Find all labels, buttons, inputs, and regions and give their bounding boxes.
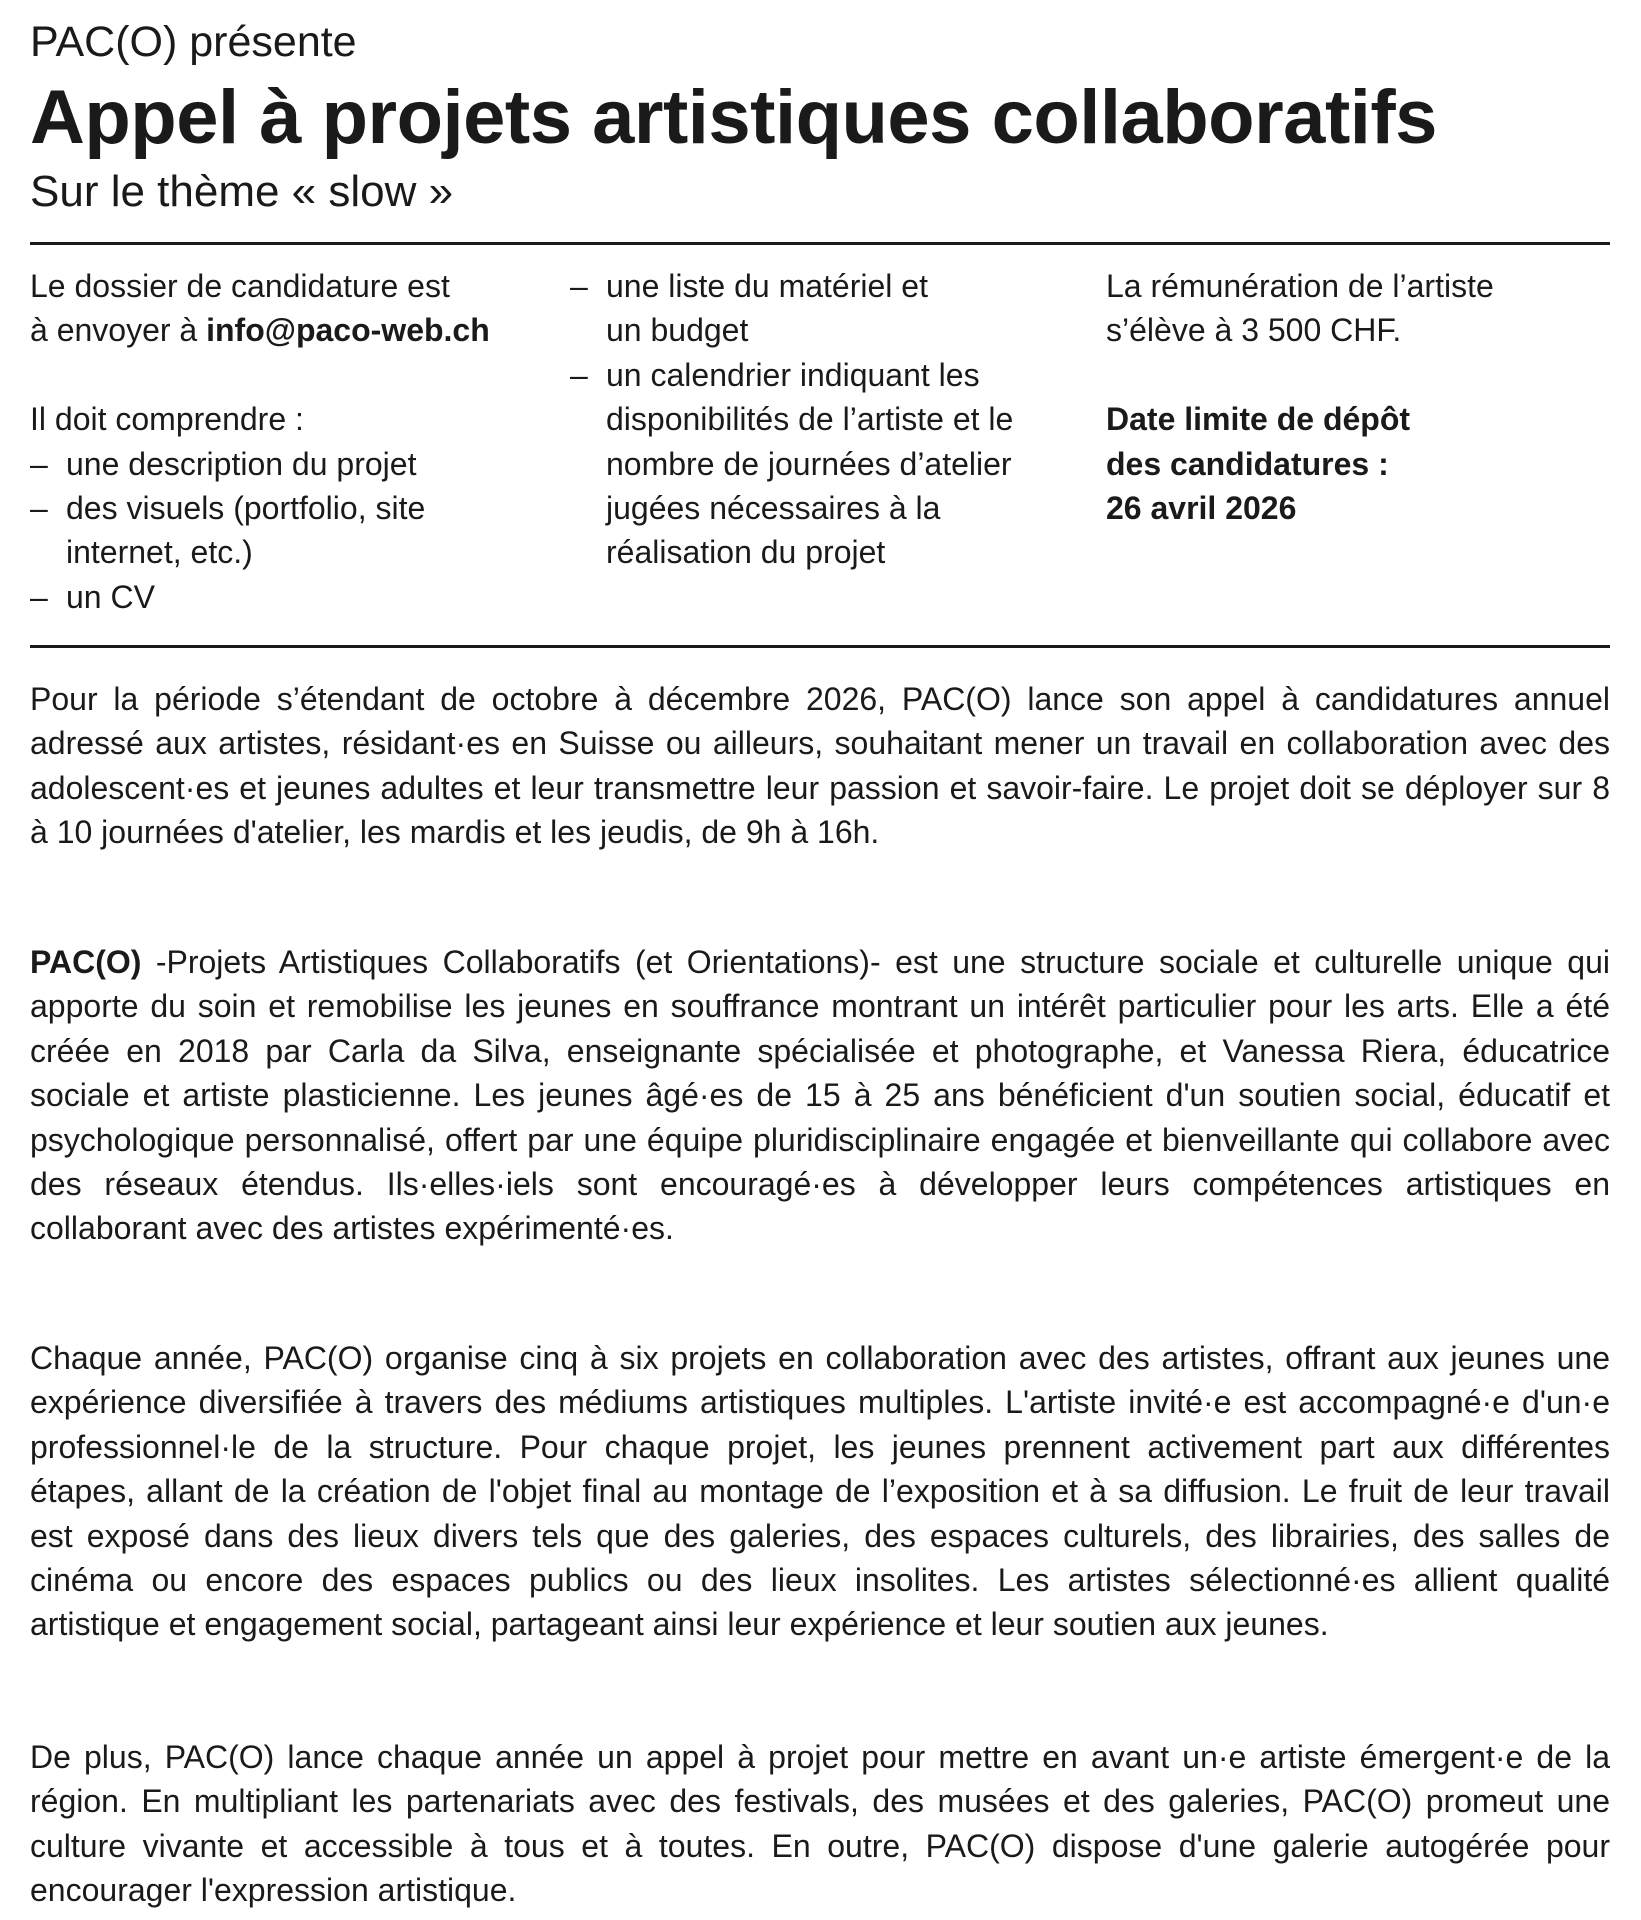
remuneration-text: La rémunération de l’artiste s’élève à 3 500 CHF. xyxy=(1106,268,1494,349)
requirements-list xyxy=(30,442,570,620)
page-title: Appel à projets artistiques collaboratifs xyxy=(30,75,1437,160)
application-intro-line2: à envoyer à xyxy=(30,312,207,349)
deadline-label: Date limite de dépôt des candidatures : xyxy=(1106,401,1411,482)
page-subtitle: Sur le thème « slow » xyxy=(30,167,454,216)
contact-email-link[interactable]: info@paco-web.ch xyxy=(206,312,490,349)
remuneration-column xyxy=(1106,264,1606,530)
presenter-line: PAC(O) présente xyxy=(30,18,357,66)
requirement-item: – une description du projet xyxy=(30,442,570,486)
requirements-list-continued xyxy=(570,264,1110,575)
requirement-item: – un calendrier indiquant les disponibilités de l’artiste et le nombre de journées d’atelier jugées nécessaires à la réalisation du projet xyxy=(570,353,1066,575)
spacer xyxy=(1106,353,1606,397)
requirement-item: – une liste du matériel et un budget xyxy=(570,264,946,353)
requirement-item: – des visuels (portfolio, site internet, etc.) xyxy=(30,486,426,575)
requirements-continued-column xyxy=(570,264,1110,575)
spacer xyxy=(30,353,570,397)
paragraph-about xyxy=(30,940,1610,1251)
deadline-date: 26 avril 2026 xyxy=(1106,490,1297,527)
application-intro xyxy=(30,264,570,353)
paragraph-period: Pour la période s’étendant de octobre à décembre 2026, PAC(O) lance son appel à candidatures annuel adressé aux artistes, résidant·es en Suisse ou ailleurs, souhaitant mener un travail en collaboration avec des adolescent·es et jeunes adultes et leur transmettre leur passion et savoir-faire. Le projet doit se déployer sur 8 à 10 journées d'atelier, les mardis et les jeudis, de 9h à 16h. xyxy=(30,681,1610,851)
paragraph-about-lead: PAC(O) xyxy=(30,944,142,980)
bottom-divider xyxy=(30,645,1610,648)
application-column xyxy=(30,264,570,619)
paragraph-emerging-artist: De plus, PAC(O) lance chaque année un appel à projet pour mettre en avant un·e artiste émergent·e de la région. En multipliant les partenariats avec des festivals, des musées et des galeries, PAC(O) promeut une culture vivante et accessible à tous et à toutes. En outre, PAC(O) dispose d'une galerie autogérée pour encourager l'expression artistique. xyxy=(30,1739,1610,1909)
paragraph-about-text: -Projets Artistiques Collaboratifs (et Orientations)- est une structure sociale et culturelle unique qui apporte du soin et remobilise les jeunes en souffrance montrant un intérêt particulier pour les arts. Elle a été créée en 2018 par Carla da Silva, enseignante spécialisée et photographe, et Vanessa Riera, éducatrice sociale et artiste plasticienne. Les jeunes âgé·es de 15 à 25 ans bénéficient d'un soutien social, éducatif et psychologique personnalisé, offert par une équipe pluridisciplinaire engagée et bienveillante qui collabore avec des réseaux étendus. Ils·elles·iels sont encouragé·es à développer leurs compétences artistiques en collaborant avec des artistes expérimenté·es. xyxy=(30,944,1610,1247)
application-intro-line1: Le dossier de candidature est xyxy=(30,268,450,304)
requirements-title: Il doit comprendre : xyxy=(30,401,304,438)
requirement-item: – un CV xyxy=(30,575,570,619)
top-divider xyxy=(30,242,1610,245)
paragraph-projects: Chaque année, PAC(O) organise cinq à six projets en collaboration avec des artistes, offrant aux jeunes une expérience diversifiée à travers des médiums artistiques multiples. L'artiste invité·e est accompagné·e d'un·e professionnel·le de la structure. Pour chaque projet, les jeunes prennent activement part aux différentes étapes, allant de la création de l'objet final au montage de l’exposition et à sa diffusion. Le fruit de leur travail est exposé dans des lieux divers tels que des galeries, des espaces culturels, des librairies, des salles de cinéma ou encore des espaces publics ou des lieux insolites. Les artistes sélectionné·es allient qualité artistique et engagement social, partageant ainsi leur expérience et leur soutien aux jeunes. xyxy=(30,1340,1610,1643)
